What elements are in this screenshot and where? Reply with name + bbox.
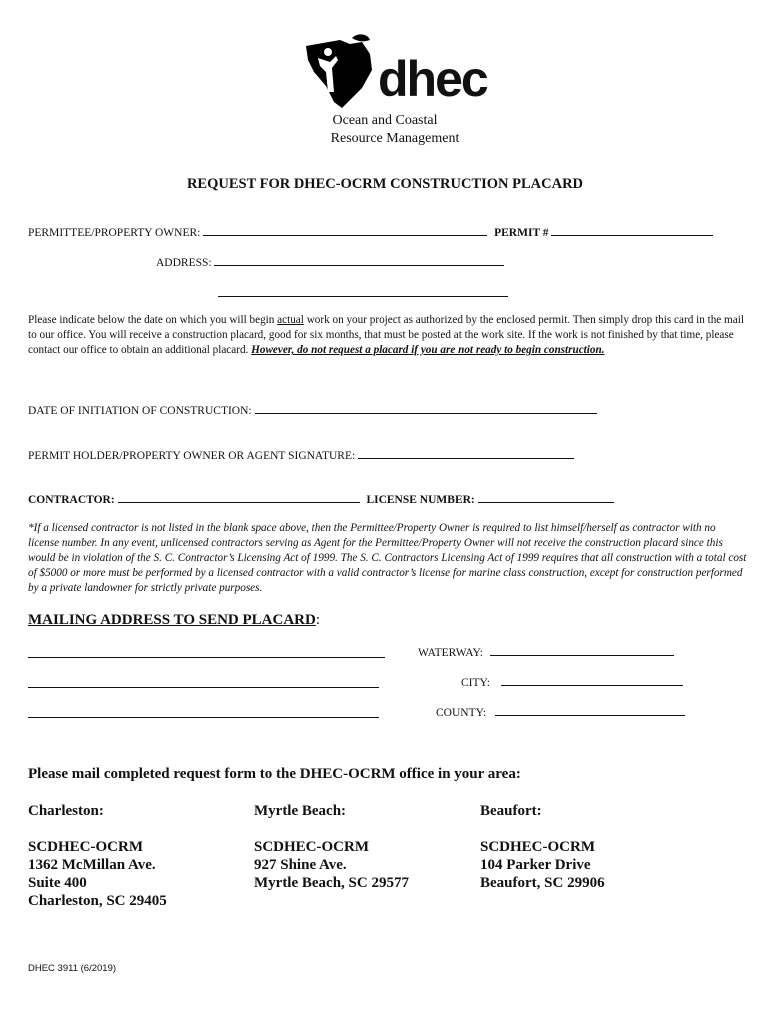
initiation-label: DATE OF INITIATION OF CONSTRUCTION (28, 405, 249, 417)
permittee-label: PERMITTEE/PROPERTY OWNER (28, 227, 198, 239)
mailing-line-3 (28, 705, 379, 723)
dhec-logo (300, 32, 500, 112)
mailing-line-1 (28, 645, 385, 663)
county-row (436, 705, 685, 719)
logo-wordmark: dhec (378, 51, 487, 107)
office-city: Charleston: (28, 803, 104, 819)
contractor-label: CONTRACTOR: (28, 494, 115, 506)
waterway-label: WATERWAY: (418, 647, 483, 659)
contractor-note: *If a licensed contractor is not listed in the blank space above, then the Permittee/Property Owner is required to list himself/herself as contractor with no license number. In any event, unlicensed contractors serving as Agent for the Permittee/Property Owner will not receive the construction placard since this would be in violation of the S. C. Contractor’s Licensing Act of 1999. The S. C. Contractors Licensing Act of 1999 requires that all construction with a total cost of $5000 or more must be performed by a licensed contractor with a valid contractor’s license for marine class construction, except for construction performed by a private landowner for strictly private purposes. (28, 522, 747, 594)
instructions-text-1: Please indicate below the date on which you will begin (28, 314, 278, 326)
office-beaufort (480, 802, 605, 892)
permittee-row: PERMITTEE/PROPERTY OWNER: PERMIT # (28, 225, 713, 239)
program-name-line1: Ocean and Coastal (332, 113, 438, 128)
address-field-2[interactable] (218, 286, 508, 297)
office-line: Myrtle Beach, SC 29577 (254, 875, 409, 891)
city-field[interactable] (501, 675, 683, 686)
offices-heading: Please mail completed request form to the DHEC-OCRM office in your area: (28, 766, 521, 782)
signature-label: PERMIT HOLDER/PROPERTY OWNER OR AGENT SIGNATURE (28, 450, 352, 462)
instructions-text-2: work on your project as authorized by the enclosed permit. Then simply drop this card in the mail to our office. You will receive a construction placard, good for six months, that must be posted at the work site. If the work is not finished by that time, please contact our office to obtain an additional placard. (28, 314, 744, 356)
waterway-field[interactable] (490, 645, 674, 656)
office-city: Myrtle Beach: (254, 803, 347, 819)
signature-row: PERMIT HOLDER/PROPERTY OWNER OR AGENT SIGNATURE: (28, 448, 574, 462)
office-line: Beaufort, SC 29906 (480, 875, 605, 891)
office-myrtle-beach (254, 802, 409, 892)
office-line: 927 Shine Ave. (254, 857, 347, 873)
instructions-emphasis: However, do not request a placard if you are not ready to begin construction. (251, 344, 605, 356)
office-line: Suite 400 (28, 875, 87, 891)
instructions-paragraph (28, 313, 744, 358)
contractor-field[interactable] (118, 492, 360, 503)
county-field[interactable] (495, 705, 685, 716)
permit-number-field[interactable] (551, 225, 713, 236)
instructions-actual: actual (277, 314, 304, 326)
address-label: ADDRESS (156, 257, 209, 269)
office-line: 1362 McMillan Ave. (28, 857, 156, 873)
mailing-field-2[interactable] (28, 677, 379, 688)
office-line: SCDHEC-OCRM (480, 839, 595, 855)
office-line: SCDHEC-OCRM (254, 839, 369, 855)
address-field-1[interactable] (214, 255, 504, 266)
city-row (461, 675, 683, 689)
signature-field[interactable] (358, 448, 574, 459)
county-label: COUNTY: (436, 707, 487, 719)
permit-label: PERMIT # (494, 227, 549, 239)
office-line: SCDHEC-OCRM (28, 839, 143, 855)
address-line-2 (218, 284, 508, 302)
city-label: CITY: (461, 677, 490, 689)
initiation-row: DATE OF INITIATION OF CONSTRUCTION: (28, 403, 597, 417)
waterway-row (418, 645, 674, 659)
program-name-line2: Resource Management (330, 131, 460, 146)
mailing-field-1[interactable] (28, 647, 385, 658)
contractor-row (28, 492, 614, 506)
mailing-heading-text: MAILING ADDRESS TO SEND PLACARD (28, 612, 316, 628)
address-row: ADDRESS: (156, 255, 504, 269)
initiation-date-field[interactable] (255, 403, 597, 414)
mailing-line-2 (28, 675, 379, 693)
form-number: DHEC 3911 (6/2019) (28, 963, 117, 974)
office-line: Charleston, SC 29405 (28, 893, 167, 909)
license-label: LICENSE NUMBER: (366, 494, 475, 506)
form-title: REQUEST FOR DHEC-OCRM CONSTRUCTION PLACARD (186, 176, 584, 192)
mailing-field-3[interactable] (28, 707, 379, 718)
mailing-heading: MAILING ADDRESS TO SEND PLACARD: (28, 612, 321, 628)
office-line: 104 Parker Drive (480, 857, 591, 873)
permittee-field[interactable] (203, 225, 487, 236)
office-city: Beaufort: (480, 803, 542, 819)
license-number-field[interactable] (478, 492, 614, 503)
office-charleston (28, 802, 167, 910)
